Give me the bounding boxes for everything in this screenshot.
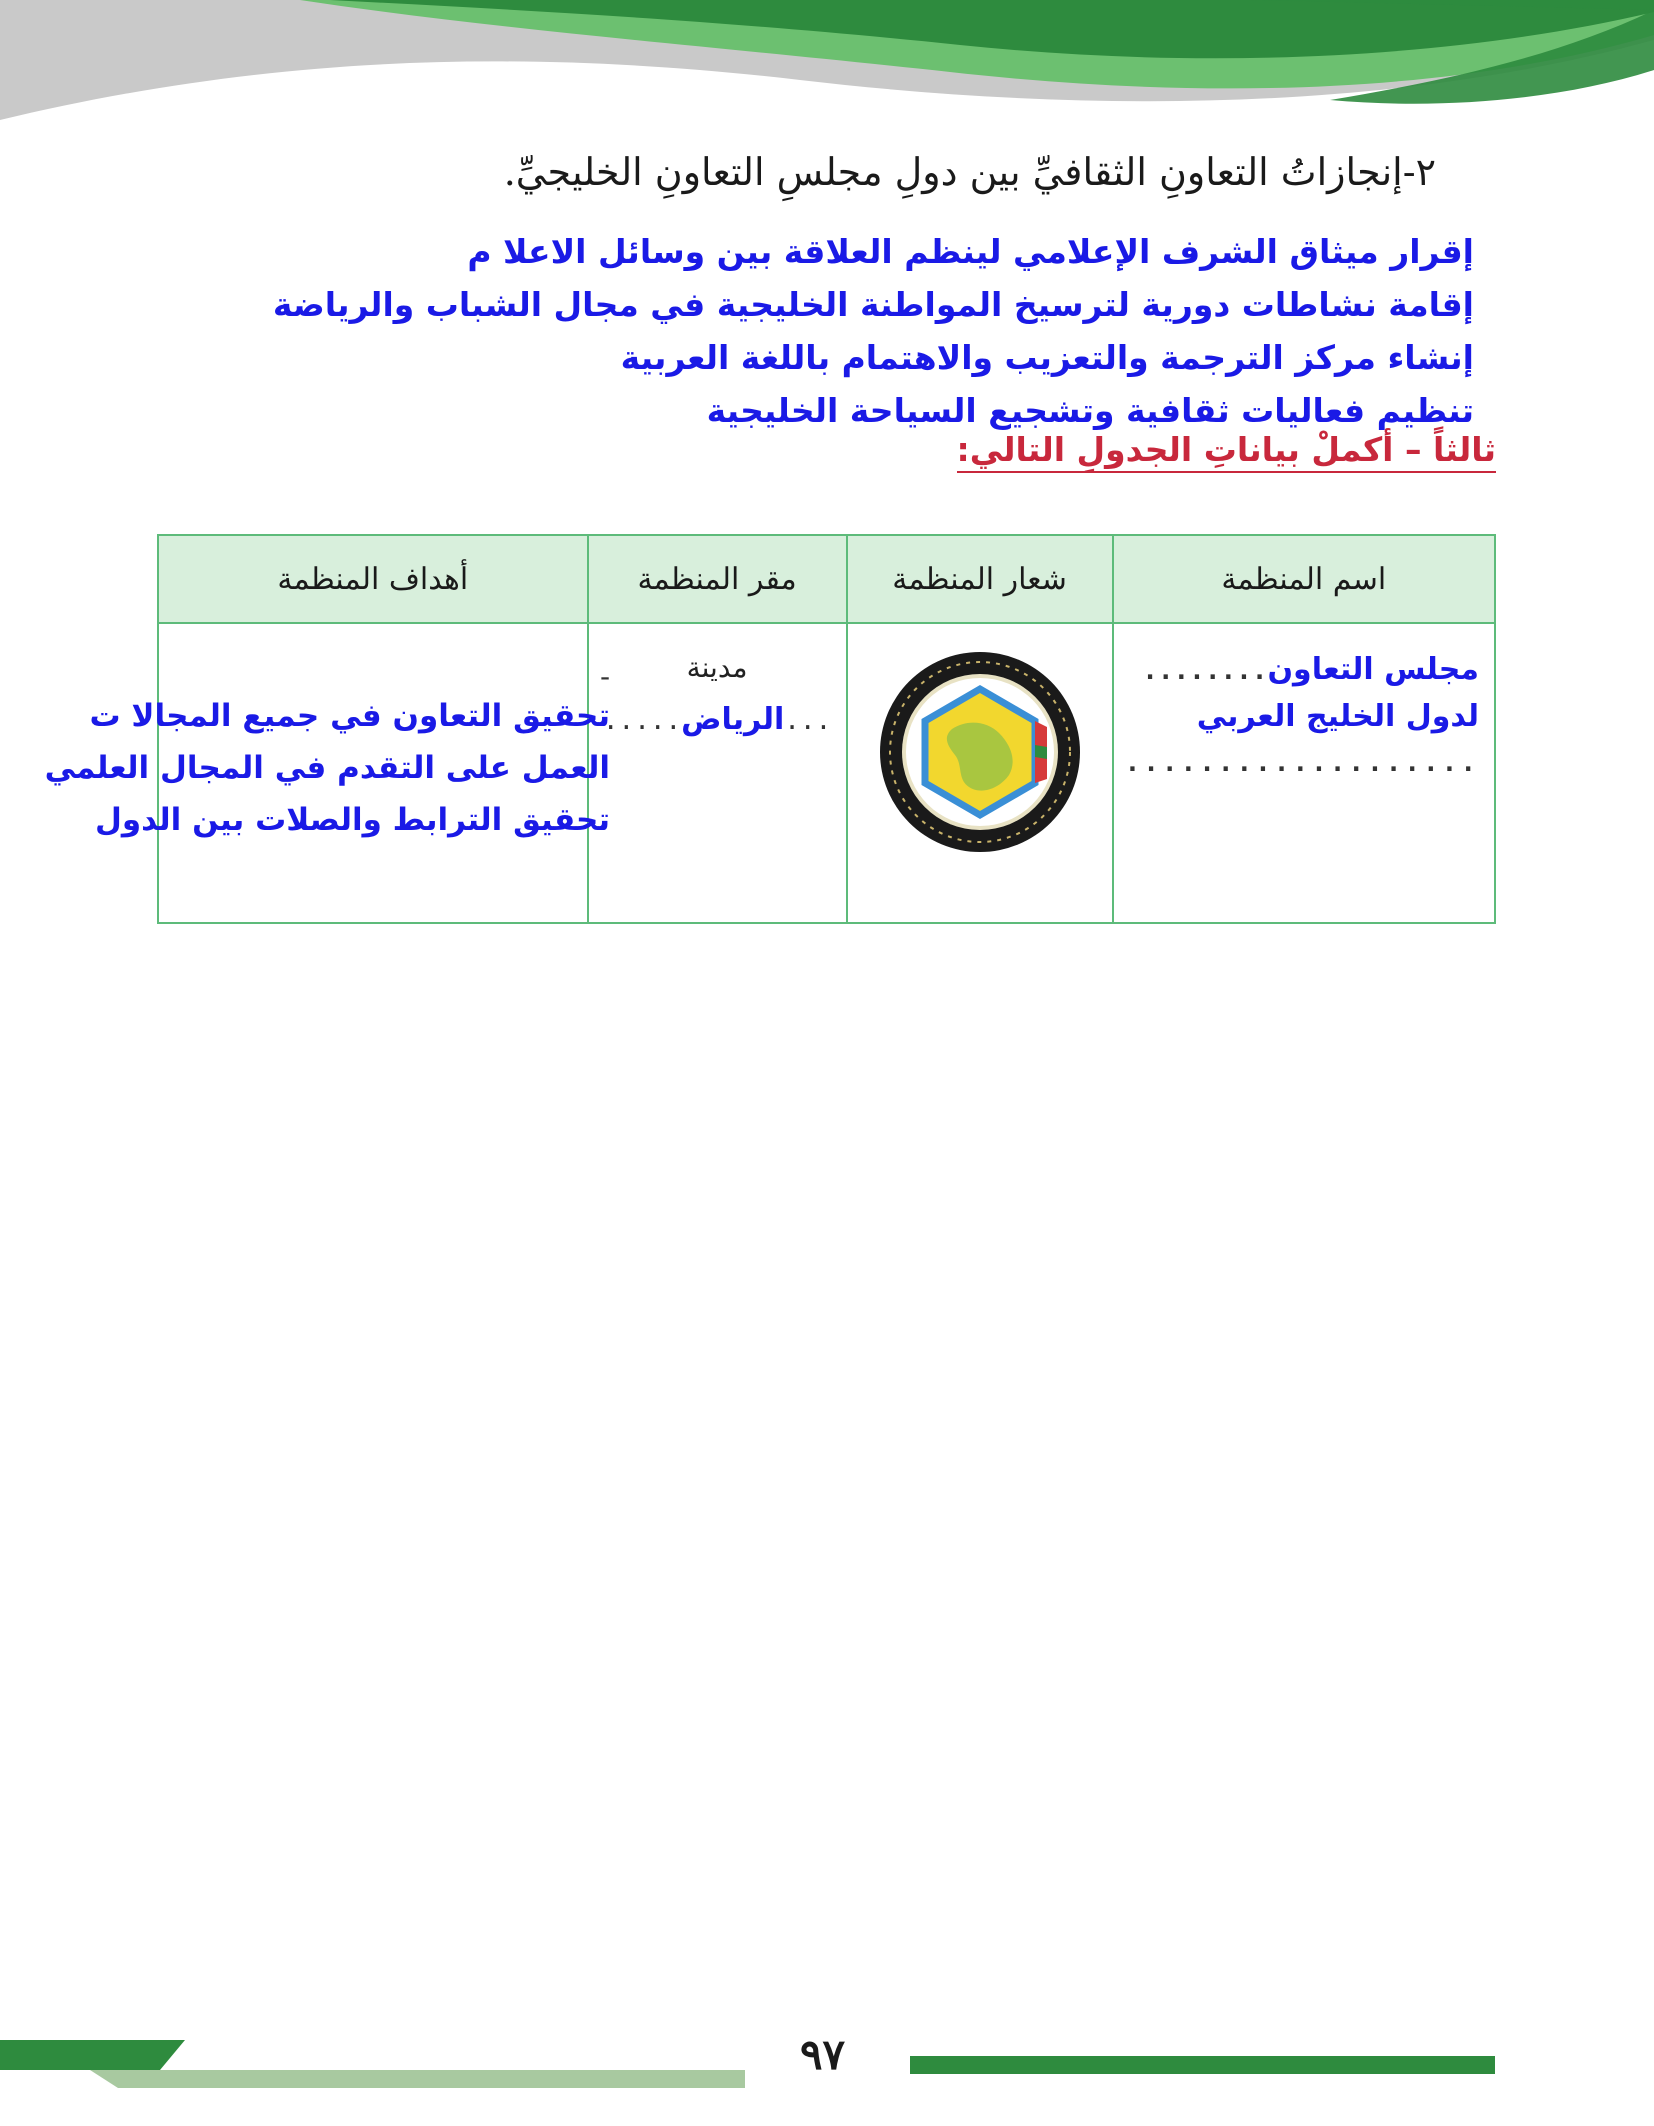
answers-list (174, 225, 1474, 437)
header-org-logo: شعار المنظمة (847, 535, 1113, 623)
section-3-title: ثالثاً – أكملْ بياناتِ الجدولِ التالي: (957, 430, 1497, 473)
header-org-name: اسم المنظمة (1113, 535, 1495, 623)
cell-org-hq (588, 623, 847, 923)
dotted-fill: ... (784, 706, 832, 736)
cell-org-logo (847, 623, 1113, 923)
page-number: ٩٧ (800, 2030, 846, 2079)
gcc-emblem-icon (877, 649, 1083, 855)
dotted-fill: ........ (1142, 656, 1268, 686)
answer-line: تنظيم فعاليات ثقافية وتشجيع السياحة الخليجية (706, 391, 1474, 430)
goals-dash: - (600, 660, 611, 693)
goal-item: تحقيق التعاون في جميع المجالا ت (89, 698, 610, 734)
cell-org-name (1113, 623, 1495, 923)
goal-item: تحقيق الترابط والصلات بين الدول (94, 802, 610, 838)
org-name-line1: مجلس التعاون (1267, 652, 1479, 687)
header-org-hq: مقر المنظمة (588, 535, 847, 623)
answer-line: إقرار ميثاق الشرف الإعلامي لينظم العلاقة بين وسائل الاعلا م (467, 232, 1474, 271)
section-2-heading: ٢-إنجازاتُ التعاونِ الثقافيِّ بين دولِ مجلسِ التعاونِ الخليجيِّ. (503, 150, 1436, 194)
header-wave-decoration (0, 0, 1654, 140)
answer-line: إقامة نشاطات دورية لترسيخ المواطنة الخليجية في مجال الشباب والرياضة (272, 285, 1474, 324)
dotted-fill: ................... (1124, 748, 1479, 778)
header-org-goals: أهداف المنظمة (158, 535, 588, 623)
hq-label: مدينة (686, 651, 748, 684)
answer-line: إنشاء مركز الترجمة والتعزيب والاهتمام باللغة العربية (620, 338, 1474, 377)
goals-list (44, 690, 610, 846)
dotted-fill: ..... (602, 706, 682, 736)
table-header-row (158, 535, 1495, 623)
goal-item: العمل على التقدم في المجال العلمي (44, 750, 610, 786)
org-name-line2: لدول الخليج العربي (1196, 699, 1479, 734)
hq-value: الرياض (681, 702, 785, 737)
